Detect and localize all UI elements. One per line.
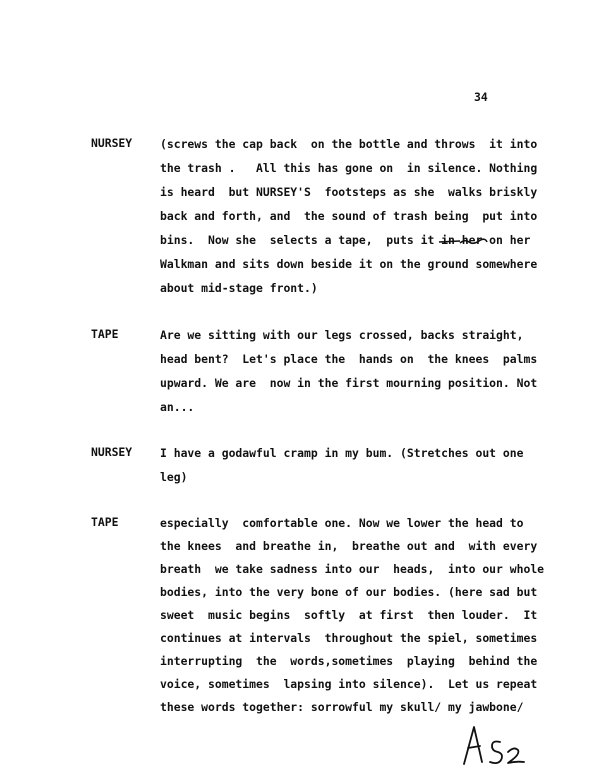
dialogue-line: sweet music begins softly at first then louder. It xyxy=(160,608,538,622)
dialogue-line: head bent? Let's place the hands on the knees palms xyxy=(160,352,538,366)
dialogue-line: breath we take sadness into our heads, into our whole xyxy=(160,562,545,576)
dialogue-line: interrupting the words,sometimes playing behind the xyxy=(160,654,538,668)
page-number: 34 xyxy=(474,90,488,104)
dialogue-line: Are we sitting with our legs crossed, backs straight, xyxy=(160,328,524,342)
struck-text: her xyxy=(461,233,483,247)
dialogue-lines xyxy=(160,327,560,423)
dialogue-line: (screws the cap back on the bottle and throws it into xyxy=(160,137,538,151)
dialogue-line: these words together: sorrowful my skull/ my jawbone/ xyxy=(160,700,524,714)
dialogue-line: voice, sometimes lapsing into silence). Let us repeat xyxy=(160,677,538,691)
dialogue-line-start: bins. Now she selects a tape, puts it xyxy=(160,233,442,247)
dialogue-line: upward. We are now in the first mourning position. Not xyxy=(160,376,538,390)
struck-word xyxy=(462,233,483,247)
dialogue-line: bodies, into the very bone of our bodies. (here sad but xyxy=(160,585,538,599)
dialogue-line: is heard but NURSEY'S footsteps as she walks briskly xyxy=(160,185,538,199)
struck-text: in xyxy=(441,233,455,247)
dialogue-line: especially comfortable one. Now we lower the head to xyxy=(160,516,524,530)
strikethrough-mark xyxy=(459,237,489,246)
struck-word xyxy=(441,233,455,247)
dialogue-line: I have a godawful cramp in my bum. (Stretches out one xyxy=(160,446,524,460)
dialogue-line: back and forth, and the sound of trash being put into xyxy=(160,209,538,223)
dialogue-line: an... xyxy=(160,400,195,414)
dialogue-line: continues at intervals throughout the spiel, sometimes xyxy=(160,631,538,645)
speaker-name: NURSEY xyxy=(91,445,133,459)
dialogue-lines xyxy=(160,136,560,304)
speaker-name: TAPE xyxy=(91,327,119,341)
dialogue-lines xyxy=(160,515,560,722)
dialogue-line: the trash . All this has gone on in silence. Nothing xyxy=(160,161,538,175)
handwritten-signature xyxy=(460,722,540,768)
dialogue-lines xyxy=(160,445,560,493)
dialogue-line: Walkman and sits down beside it on the ground somewhere xyxy=(160,257,538,271)
dialogue-line: about mid-stage front.) xyxy=(160,281,318,295)
dialogue-line: leg) xyxy=(160,470,188,484)
dialogue-line: the knees and breathe in, breathe out and with every xyxy=(160,539,538,553)
speaker-name: NURSEY xyxy=(91,136,133,150)
speaker-name: TAPE xyxy=(91,515,119,529)
dialogue-line-end: on her xyxy=(482,233,531,247)
dialogue-line-with-strikeout xyxy=(160,232,560,256)
